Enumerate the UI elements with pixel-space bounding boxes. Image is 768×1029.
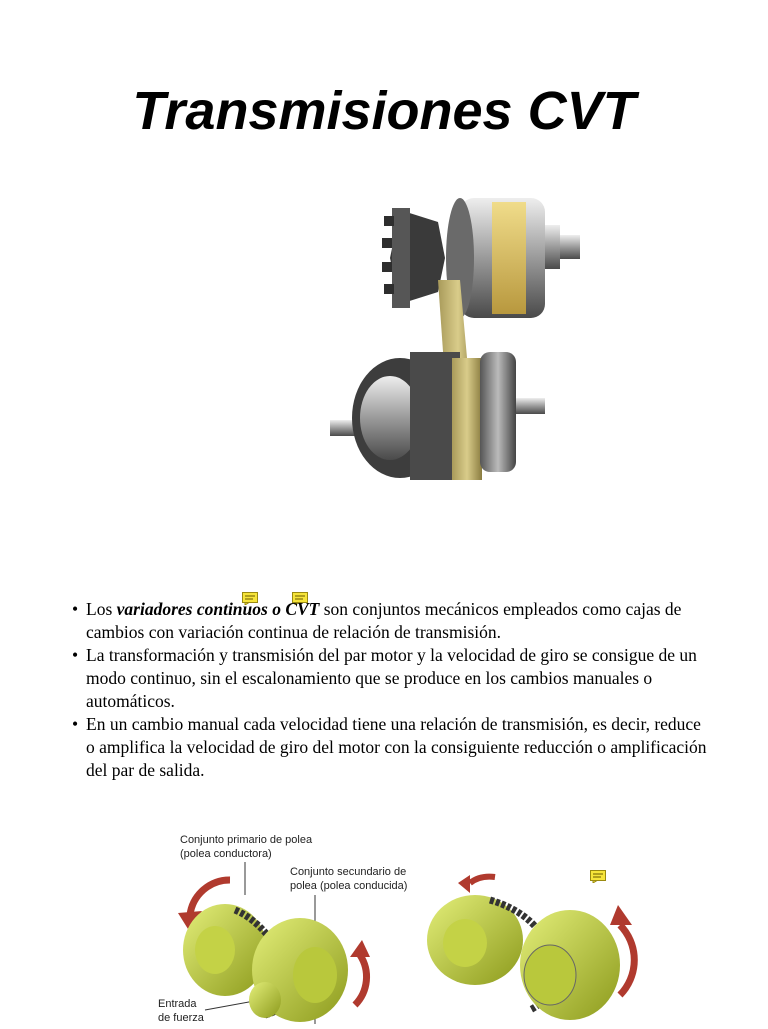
bullet-list	[72, 598, 712, 782]
label-secondary-text: Conjunto secundario de	[290, 866, 407, 878]
label-input-subtext: de fuerza	[158, 1012, 204, 1024]
bullet-item	[72, 598, 712, 644]
bullet-dot: •	[72, 714, 79, 734]
bullet-emphasis: variadores continuos o CVT	[116, 599, 320, 619]
label-input-text: Entrada	[158, 998, 197, 1010]
bullet-prefix: Los	[86, 599, 117, 619]
bullet-item	[72, 644, 712, 713]
bullet-item	[72, 713, 712, 782]
label-power-input	[158, 997, 204, 1025]
bullet-text: La transformación y transmisión del par motor y la velocidad de giro se consigue de un modo continuo, sin el escalonamiento que se produce en los cambios manuales o automáticos.	[86, 645, 697, 711]
pulley-diagram	[150, 825, 670, 1024]
page-title: Transmisiones CVT	[132, 81, 636, 141]
label-secondary-subtext: polea (polea conducida)	[290, 880, 408, 892]
bullet-dot: •	[72, 599, 79, 619]
label-primary-text: Conjunto primario de polea	[180, 834, 313, 846]
label-primary-subtext: (polea conductora)	[180, 848, 272, 860]
bullet-text: En un cambio manual cada velocidad tiene una relación de transmisión, es decir, reduce o amplifica la velocidad de giro del motor con la consiguiente reducción o amplificación del par de salida.	[86, 714, 707, 780]
cvt-pulley-system-icon	[320, 180, 590, 490]
bullet-dot: •	[72, 645, 79, 665]
label-primary-pulley	[180, 833, 312, 861]
label-secondary-pulley	[290, 865, 407, 893]
bullet-text: son conjuntos mecánicos empleados como cajas de cambios con variación continua de relación de transmisión.	[86, 599, 682, 642]
